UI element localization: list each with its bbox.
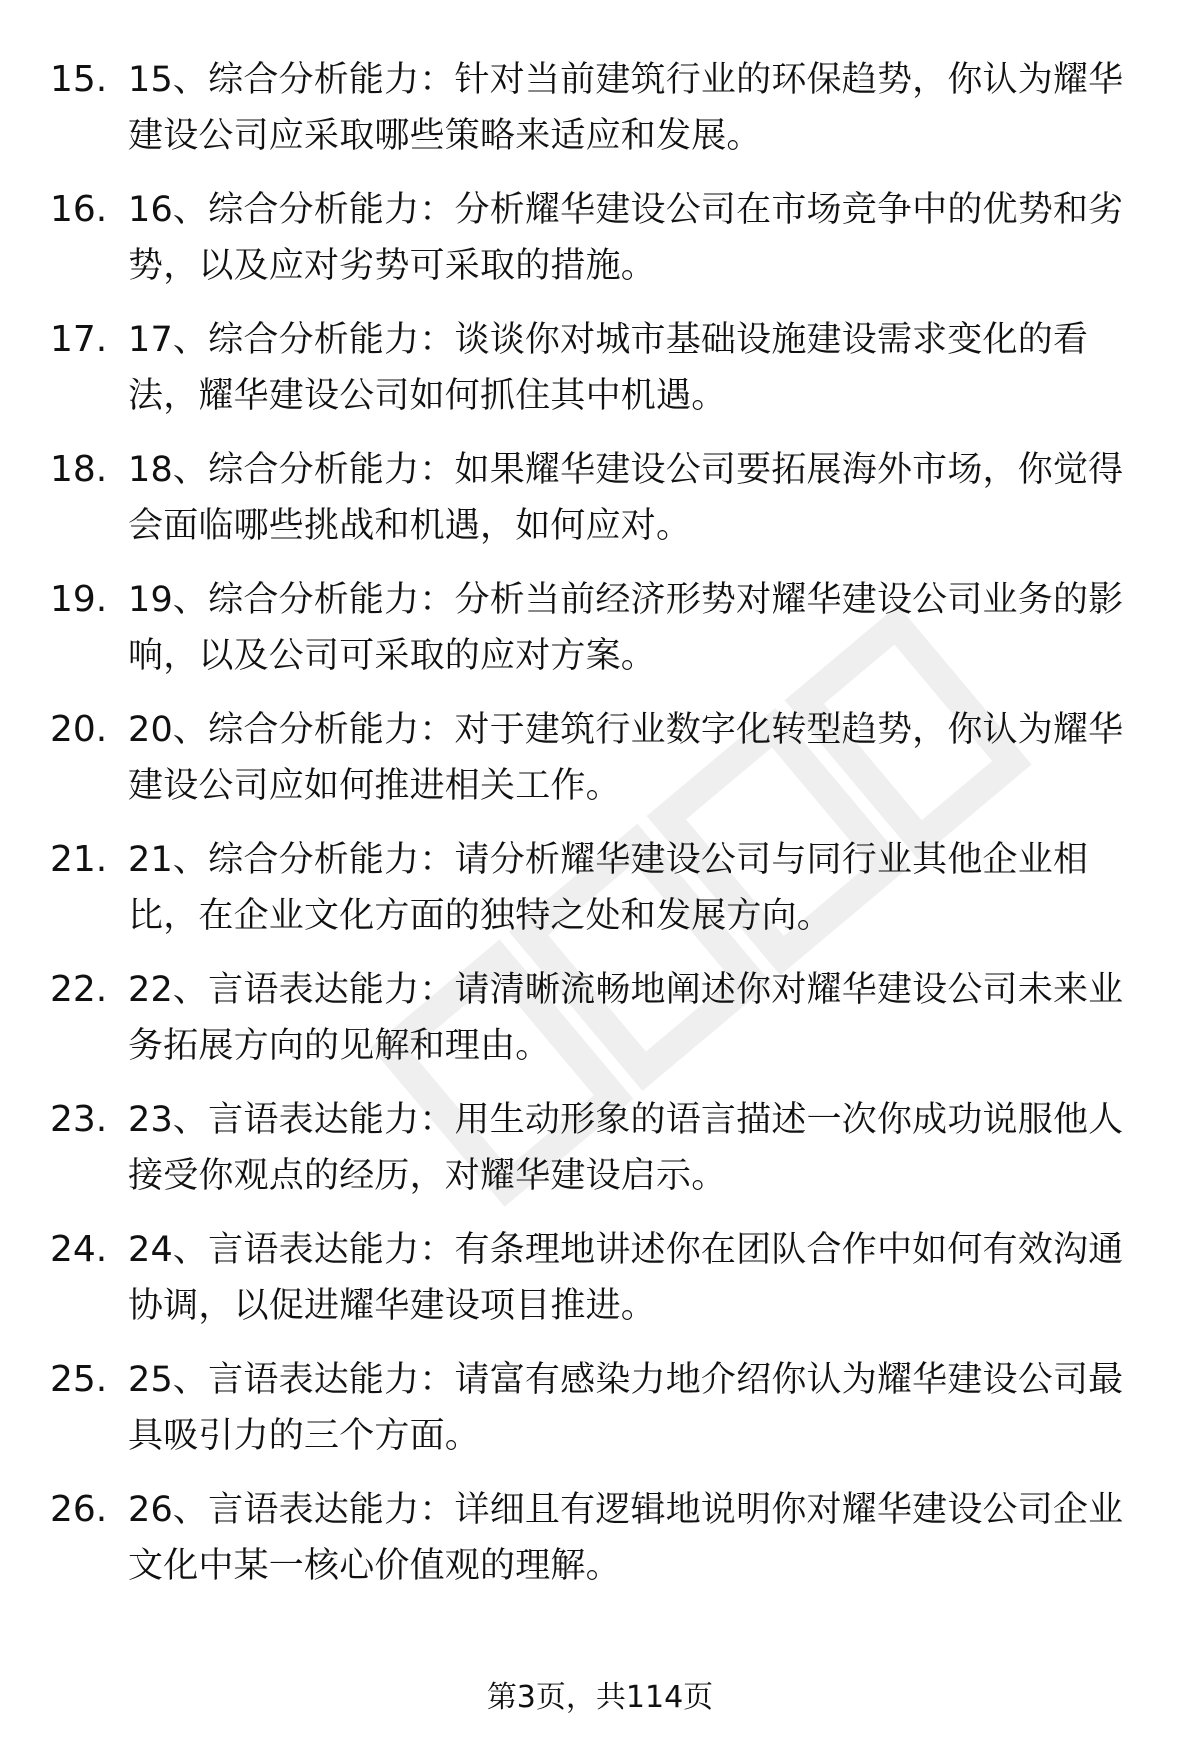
question-number: 17.	[50, 319, 108, 360]
question-text: 20、综合分析能力：对于建筑行业数字化转型趋势，你认为耀华建设公司应如何推进相关工作。	[128, 710, 1124, 806]
question-number: 24.	[50, 1229, 108, 1270]
question-list	[0, 52, 1200, 1612]
question-text: 18、综合分析能力：如果耀华建设公司要拓展海外市场，你觉得会面临哪些挑战和机遇，如何应对。	[128, 450, 1124, 546]
question-number: 25.	[50, 1359, 108, 1400]
list-item	[0, 1352, 1200, 1482]
question-text: 24、言语表达能力：有条理地讲述你在团队合作中如何有效沟通协调，以促进耀华建设项目推进。	[128, 1230, 1124, 1326]
question-number: 18.	[50, 449, 108, 490]
list-item	[0, 312, 1200, 442]
question-number: 20.	[50, 709, 108, 750]
question-text: 25、言语表达能力：请富有感染力地介绍你认为耀华建设公司最具吸引力的三个方面。	[128, 1360, 1124, 1456]
question-text: 15、综合分析能力：针对当前建筑行业的环保趋势，你认为耀华建设公司应采取哪些策略来适应和发展。	[128, 60, 1124, 156]
question-number: 19.	[50, 579, 108, 620]
question-number: 16.	[50, 189, 108, 230]
list-item	[0, 1092, 1200, 1222]
question-number: 15.	[50, 59, 108, 100]
list-item	[0, 52, 1200, 182]
question-text: 23、言语表达能力：用生动形象的语言描述一次你成功说服他人接受你观点的经历，对耀华建设启示。	[128, 1100, 1124, 1196]
list-item	[0, 572, 1200, 702]
question-text: 19、综合分析能力：分析当前经济形势对耀华建设公司业务的影响，以及公司可采取的应对方案。	[128, 580, 1124, 676]
question-text: 16、综合分析能力：分析耀华建设公司在市场竞争中的优势和劣势，以及应对劣势可采取的措施。	[128, 190, 1124, 286]
page-indicator: 第3页，共114页	[486, 1680, 714, 1715]
list-item	[0, 702, 1200, 832]
list-item	[0, 832, 1200, 962]
question-number: 21.	[50, 839, 108, 880]
list-item	[0, 1222, 1200, 1352]
question-number: 26.	[50, 1489, 108, 1530]
question-text: 21、综合分析能力：请分析耀华建设公司与同行业其他企业相比，在企业文化方面的独特之处和发展方向。	[128, 840, 1089, 936]
list-item	[0, 182, 1200, 312]
question-number: 22.	[50, 969, 108, 1010]
list-item	[0, 962, 1200, 1092]
question-text: 26、言语表达能力：详细且有逻辑地说明你对耀华建设公司企业文化中某一核心价值观的理解。	[128, 1490, 1124, 1586]
question-number: 23.	[50, 1099, 108, 1140]
question-text: 22、言语表达能力：请清晰流畅地阐述你对耀华建设公司未来业务拓展方向的见解和理由。	[128, 970, 1124, 1066]
list-item	[0, 442, 1200, 572]
list-item	[0, 1482, 1200, 1612]
question-text: 17、综合分析能力：谈谈你对城市基础设施建设需求变化的看法，耀华建设公司如何抓住其中机遇。	[128, 320, 1089, 416]
